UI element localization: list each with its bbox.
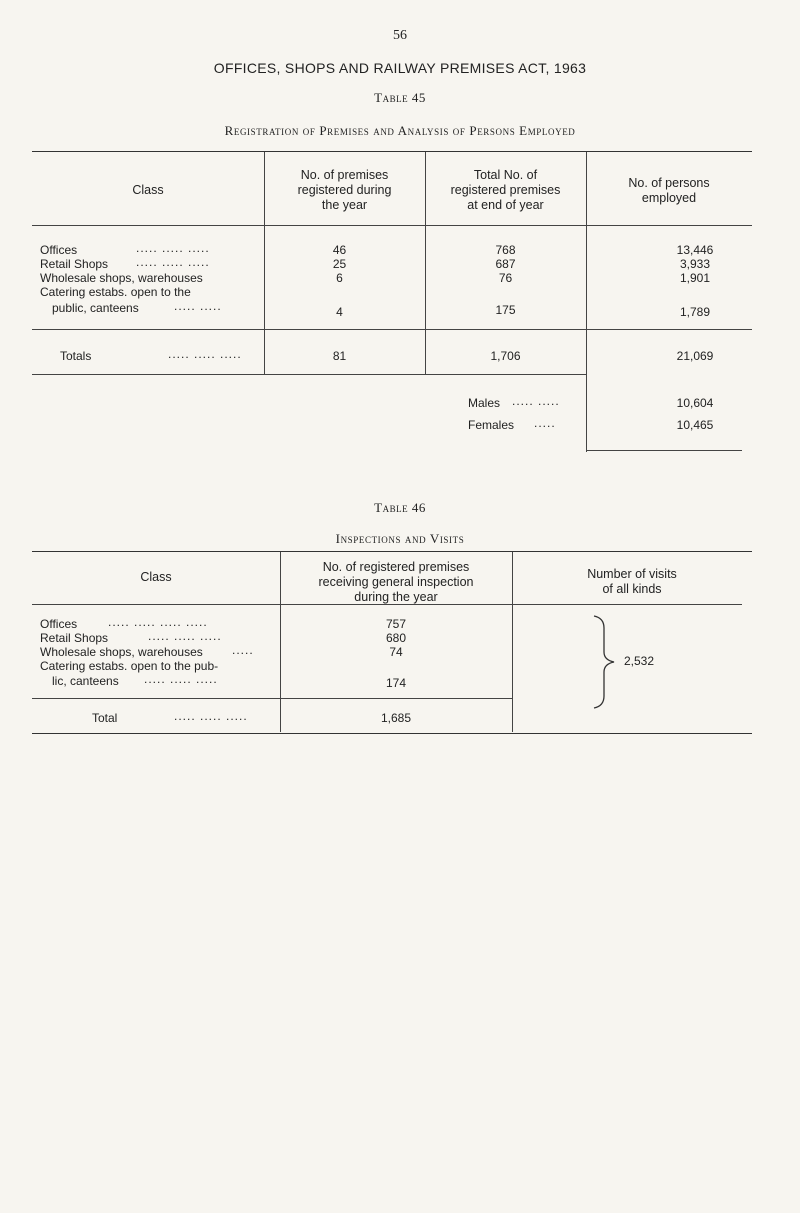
row-class-line1: Catering estabs. open to the pub- — [40, 659, 219, 673]
gender-value: 10,465 — [676, 418, 714, 432]
totals-registered: 81 — [332, 349, 347, 363]
header-line: registered during — [297, 183, 392, 197]
header-line: No. of persons — [628, 176, 710, 190]
row-class-line2: lic, canteens — [52, 674, 119, 688]
header-line: of all kinds — [602, 582, 662, 596]
row-registered: 4 — [336, 305, 343, 319]
table-46-caption: Inspections and Visits — [335, 531, 465, 546]
table-45-top-rule — [32, 151, 752, 152]
header-line: No. of premises — [300, 168, 389, 182]
header-line: No. of registered premises — [322, 560, 470, 574]
row-registered: 25 — [332, 257, 347, 271]
header-line: employed — [641, 191, 697, 205]
totals-persons: 21,069 — [676, 349, 714, 363]
row-total: 76 — [498, 271, 513, 285]
row-persons: 1,901 — [679, 271, 711, 285]
header-line: the year — [321, 198, 368, 212]
total-label: Total — [92, 711, 118, 725]
gender-label: Females — [468, 418, 515, 432]
row-class: Wholesale shops, warehouses — [40, 645, 203, 659]
table-46-bottom-rule — [32, 733, 752, 734]
leader-dots: ..... ..... ..... — [168, 347, 242, 361]
row-inspected: 680 — [385, 631, 407, 645]
row-registered: 46 — [332, 243, 347, 257]
page-number: 56 — [393, 28, 407, 43]
table-45-bottom-rule — [32, 374, 587, 375]
totals-total: 1,706 — [490, 349, 521, 363]
leader-dots: ..... — [232, 643, 254, 657]
row-class: Offices — [40, 243, 78, 257]
table-45-header-rule — [32, 225, 752, 226]
row-inspected: 174 — [385, 676, 407, 690]
header-line: receiving general inspection — [318, 575, 474, 589]
table-46-total-rule — [32, 698, 512, 699]
row-class: Wholesale shops, warehouses — [40, 271, 203, 285]
header-line: at end of year — [467, 198, 544, 212]
gender-value: 10,604 — [676, 396, 714, 410]
leader-dots: ..... ..... ..... — [136, 241, 210, 255]
leader-dots: ..... ..... ..... ..... — [108, 615, 208, 629]
leader-dots: ..... ..... ..... — [174, 709, 248, 723]
table-46-header-inspected — [280, 560, 512, 605]
header-line: Total No. of — [473, 168, 538, 182]
row-persons: 13,446 — [676, 243, 714, 257]
leader-dots: ..... ..... ..... — [144, 672, 218, 686]
right-brace-icon — [590, 614, 620, 710]
header-line: during the year — [354, 590, 438, 604]
act-title: OFFICES, SHOPS AND RAILWAY PREMISES ACT, 1963 — [213, 60, 587, 76]
row-total: 175 — [495, 303, 516, 317]
table-45-header-registered — [264, 168, 425, 213]
leader-dots: ..... — [534, 416, 556, 430]
row-inspected: 757 — [385, 617, 407, 631]
leader-dots: ..... ..... ..... — [148, 629, 222, 643]
row-class: Offices — [40, 617, 78, 631]
table-45-gender-rule — [587, 450, 742, 451]
header-line: registered premises — [450, 183, 561, 197]
table-46-top-rule — [32, 551, 752, 552]
row-persons: 3,933 — [679, 257, 711, 271]
leader-dots: ..... ..... — [512, 394, 560, 408]
row-total: 687 — [495, 257, 516, 271]
row-class-line1: Catering estabs. open to the — [40, 285, 191, 299]
table-45-totals-rule — [32, 329, 752, 330]
gender-label: Males — [468, 396, 501, 410]
row-class: Retail Shops — [40, 631, 109, 645]
leader-dots: ..... ..... ..... — [136, 255, 210, 269]
row-persons: 1,789 — [679, 305, 711, 319]
table-45-header-class: Class — [132, 183, 164, 197]
totals-label: Totals — [60, 349, 92, 363]
table-45-header-total — [425, 168, 586, 213]
table-46-header-class: Class — [140, 570, 172, 584]
row-inspected: 74 — [389, 645, 403, 659]
table-45-header-persons — [586, 176, 752, 206]
leader-dots: ..... ..... — [174, 299, 222, 313]
table-45-label: Table 45 — [374, 90, 426, 105]
row-registered: 6 — [336, 271, 343, 285]
total-inspected: 1,685 — [380, 711, 412, 725]
table-45-caption: Registration of Premises and Analysis of Persons Employed — [224, 123, 576, 138]
row-total: 768 — [495, 243, 516, 257]
visits-total: 2,532 — [624, 654, 655, 668]
table-46-label: Table 46 — [374, 500, 426, 515]
row-class-line2: public, canteens — [52, 301, 139, 315]
header-line: Number of visits — [587, 567, 677, 581]
table-46-header-visits — [512, 567, 752, 597]
row-class: Retail Shops — [40, 257, 109, 271]
